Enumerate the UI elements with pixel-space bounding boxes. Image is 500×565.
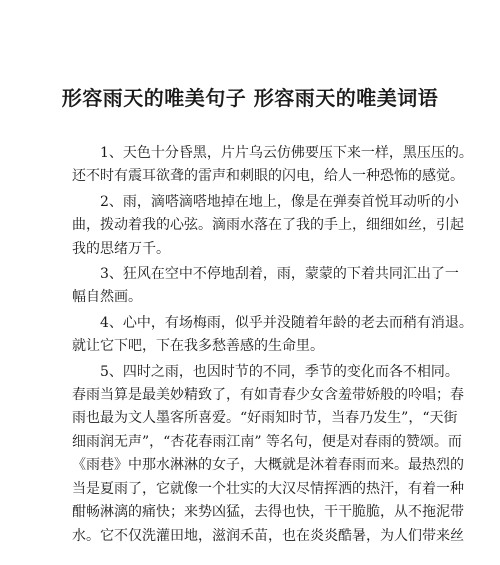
text-line: 3、狂风在空中不停地刮着，雨，蒙蒙的下着共同汇出了一	[72, 266, 459, 283]
paragraph-5	[72, 361, 464, 548]
text-line: 我的思绪万千。	[72, 240, 170, 257]
paragraph-1	[72, 142, 473, 189]
article-title: 形容雨天的唯美句子 形容雨天的唯美词语	[61, 86, 439, 110]
text-line: 就让它下吧，下在我多愁善感的生命里。	[72, 338, 324, 355]
text-line: 雨也最为文人墨客所喜爱。“好雨知时节，当春乃发生”，“天街	[72, 410, 458, 427]
text-line: 酣畅淋漓的痛快；来势凶猛，去得也快，干干脆脆，从不拖泥带	[72, 504, 464, 521]
text-line: 春雨当算是最美妙精致了，有如青春少女含羞带娇般的呤唱；春	[72, 387, 464, 404]
text-line: 1、天色十分昏黑，片片乌云仿佛要压下来一样，黑压压的。	[72, 145, 473, 161]
text-line: 4、心中，有场梅雨，似乎并没随着年龄的老去而稍有消退。	[72, 314, 473, 331]
paragraph-4	[72, 312, 473, 359]
paragraph-2	[72, 191, 464, 261]
text-line: 细雨润无声”，“杏花春雨江南” 等名句，便是对春雨的赞颂。而	[72, 433, 462, 450]
text-line: 曲，拨动着我的心弦。滴雨水落在了我的手上，细细如丝，引起	[72, 217, 464, 234]
text-line: 幅自然画。	[72, 289, 142, 306]
text-line: 还不时有震耳欲聋的雷声和刺眼的闪电，给人一种恐怖的感觉。	[72, 168, 464, 185]
article-body	[72, 142, 473, 550]
text-line: 水。它不仅洗灌田地，滋润禾苗，也在炎炎酷暑，为人们带来丝	[72, 527, 464, 544]
text-line: 当是夏雨了，它就像一个壮实的大汉尽情挥洒的热汗，有着一种	[72, 480, 464, 497]
text-line: 2、雨，滴嗒滴嗒地掉在地上，像是在弹奏首悦耳动听的小	[72, 193, 459, 210]
paragraph-3	[72, 263, 459, 310]
text-line: 《雨巷》中那水淋淋的女子，大概就是沐着春雨而来。最热烈的	[72, 457, 464, 474]
text-line: 5、四时之雨，也因时节的不同，季节的变化而各不相同。	[72, 363, 459, 380]
